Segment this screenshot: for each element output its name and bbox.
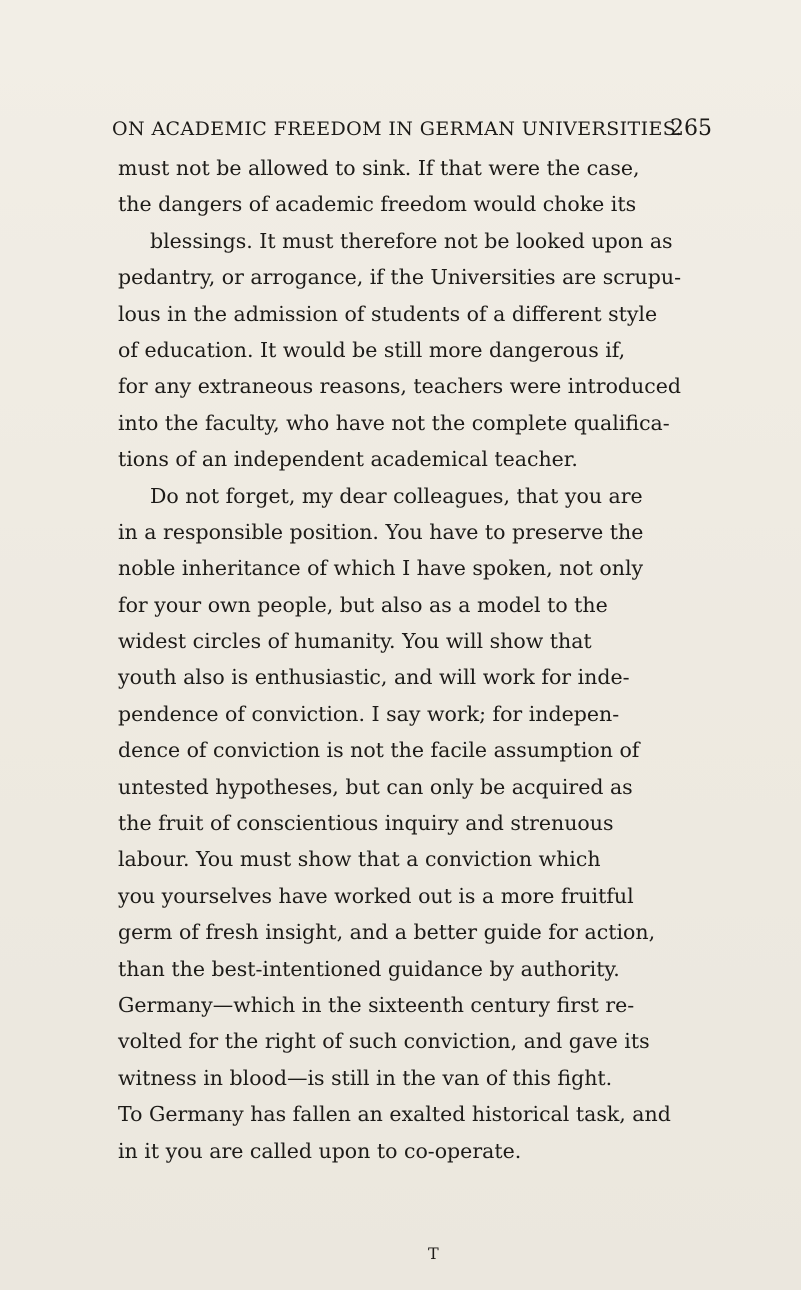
text-line: germ of fresh insight, and a better guide for action, (118, 920, 656, 945)
text-line: To Germany has fallen an exalted historical task, and (118, 1102, 671, 1127)
text-line: of education. It would be still more dangerous if, (118, 337, 626, 362)
text-line: into the faculty, who have not the complete qualifica- (118, 410, 670, 435)
text-line: Germany—which in the sixteenth century first re- (118, 992, 635, 1017)
signature-mark: T (428, 1244, 439, 1263)
running-head (112, 118, 712, 152)
text-line: the fruit of conscientious inquiry and strenuous (118, 811, 614, 836)
text-line: widest circles of humanity. You will show that (118, 629, 592, 654)
text-line: must not be allowed to sink. If that were the case, (118, 156, 640, 180)
text-line: untested hypotheses, but can only be acquired as (118, 774, 633, 799)
text-line: labour. You must show that a conviction which (118, 847, 601, 872)
body-text (118, 150, 686, 1169)
text-line: tions of an independent academical teacher. (118, 447, 578, 472)
text-line: you yourselves have worked out is a more fruitful (118, 883, 634, 908)
text-line: volted for the right of such conviction, and gave its (118, 1029, 650, 1054)
text-line: in it you are called upon to co-operate. (118, 1138, 522, 1163)
page-number: 265 (670, 116, 712, 141)
text-line: dence of conviction is not the facile assumption of (118, 738, 640, 763)
text-line: noble inheritance of which I have spoken, not only (118, 556, 644, 581)
text-line: for your own people, but also as a model to the (118, 592, 608, 617)
text-line: pendence of conviction. I say work; for indepen- (118, 701, 620, 726)
text-line: lous in the admission of students of a different style (118, 301, 658, 326)
text-line: in a responsible position. You have to preserve the (118, 519, 644, 544)
text-line: than the best-intentioned guidance by authority. (118, 956, 620, 981)
text-line: pedantry, or arrogance, if the Universities are scrupu- (118, 265, 682, 290)
paragraph-start-line: Do not forget, my dear colleagues, that you are (150, 483, 643, 508)
text-line: for any extraneous reasons, teachers were introduced (118, 374, 681, 399)
text-line: the dangers of academic freedom would choke its (118, 192, 637, 217)
running-title: ON ACADEMIC FREEDOM IN GERMAN UNIVERSITIES. (112, 118, 682, 140)
text-line: blessings. It must therefore not be looked upon as (150, 228, 673, 253)
text-line: witness in blood—is still in the van of this fight. (118, 1065, 613, 1090)
text-line: youth also is enthusiastic, and will work for inde- (118, 665, 630, 690)
